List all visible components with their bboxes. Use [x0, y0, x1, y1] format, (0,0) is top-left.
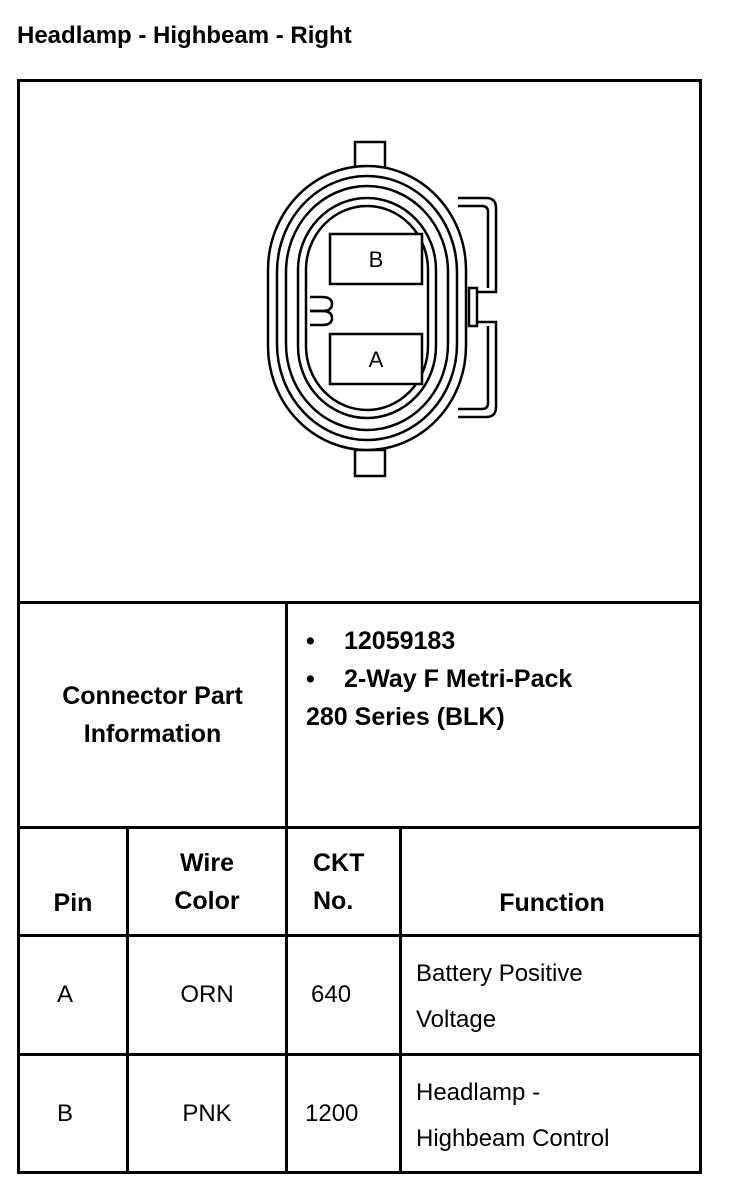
bullet-icon: •	[306, 627, 315, 655]
list-item	[306, 698, 572, 736]
pin-b-label: B	[368, 247, 384, 272]
header-no-label: No.	[313, 886, 354, 915]
table-row-a-ckt: 640	[311, 981, 352, 1008]
function-line: Highbeam Control	[416, 1125, 610, 1152]
list-item	[306, 660, 572, 698]
table-row-a-function	[416, 951, 583, 1043]
part-info-label	[20, 604, 285, 826]
table-row-b-pin: B	[56, 1099, 73, 1127]
header-function-label: Function	[499, 889, 605, 917]
pin-a-label: A	[368, 347, 384, 372]
header-wire-color	[129, 829, 285, 934]
header-ckt-no	[288, 829, 399, 934]
header-ckt-label: CKT	[313, 848, 365, 877]
function-line: Battery Positive	[416, 960, 583, 987]
part-info-label-line2: Information	[83, 720, 222, 748]
connector-series: 280 Series (BLK)	[306, 703, 505, 731]
function-line: Headlamp -	[416, 1079, 541, 1106]
function-line: Voltage	[416, 1006, 497, 1033]
header-color-label: Color	[174, 886, 240, 915]
table-row-a-color: ORN	[180, 981, 234, 1008]
list-item	[306, 622, 572, 660]
divider	[17, 1171, 702, 1174]
connector-type: 2-Way F Metri-Pack	[344, 665, 573, 693]
connector-diagram	[20, 82, 700, 602]
header-pin-label: Pin	[53, 889, 93, 917]
part-number: 12059183	[344, 627, 456, 655]
bullet-icon: •	[306, 665, 315, 693]
page-title: Headlamp - Highbeam - Right	[17, 22, 352, 49]
table-row-a-pin: A	[56, 981, 73, 1008]
header-function	[402, 829, 702, 934]
table-row-b-function	[416, 1070, 609, 1162]
header-wire-label: Wire	[180, 848, 234, 877]
header-pin	[20, 829, 126, 934]
part-info-details	[306, 622, 572, 736]
part-info-label-line1: Connector Part	[62, 682, 243, 710]
table-row-b-ckt: 1200	[305, 1099, 359, 1127]
table-row-b-color: PNK	[182, 1099, 232, 1127]
